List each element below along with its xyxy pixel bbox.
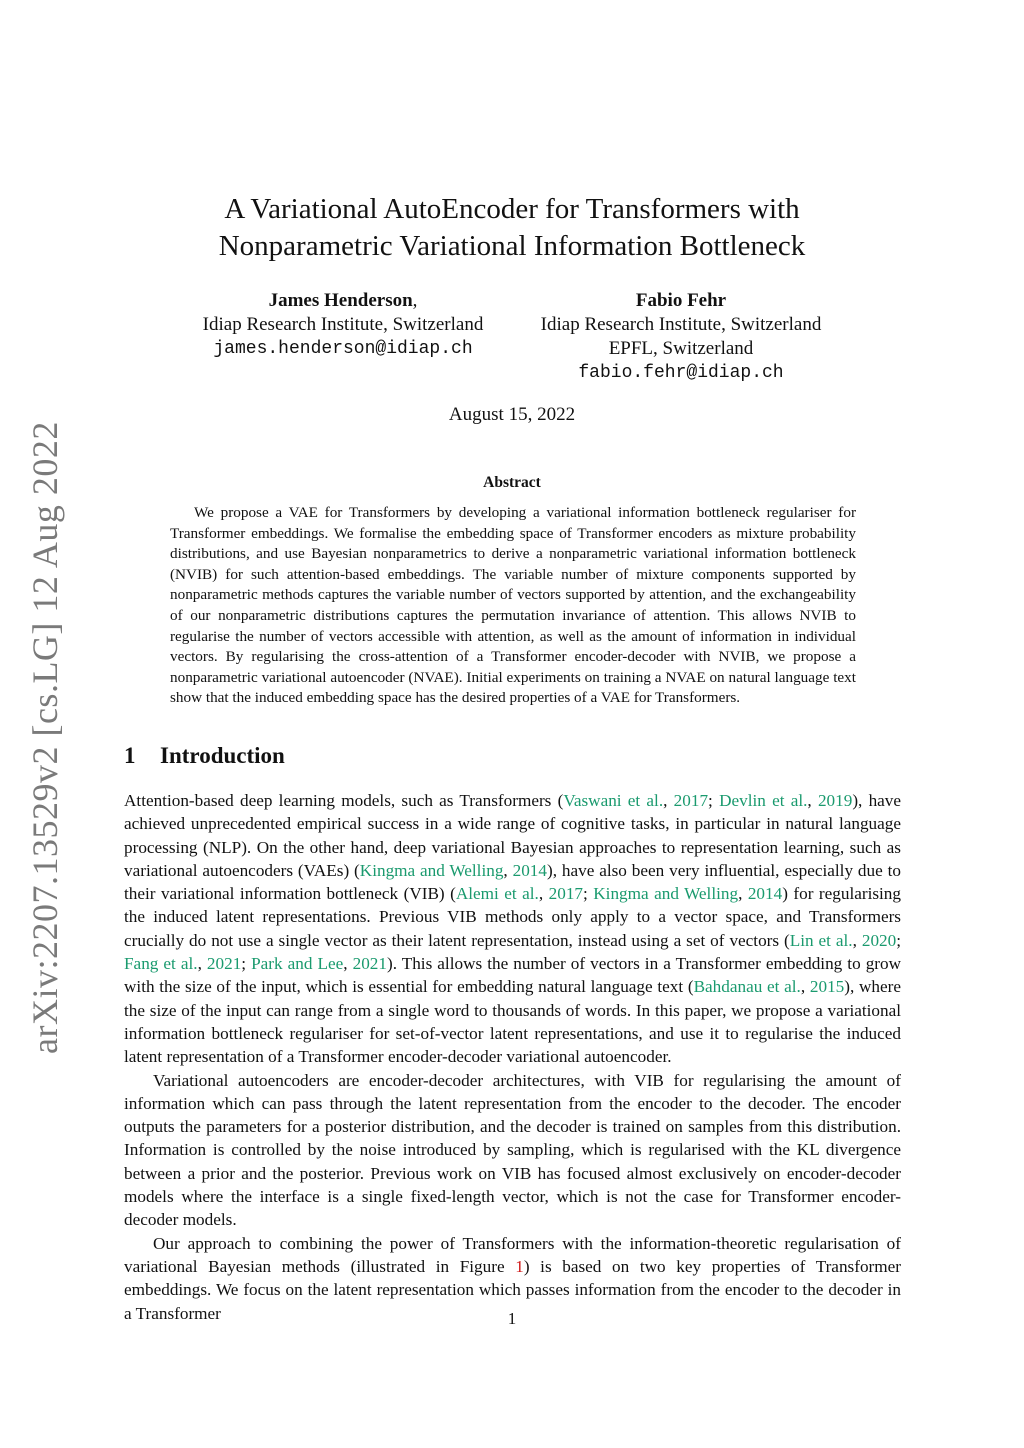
author-affiliation: Idiap Research Institute, Switzerland bbox=[202, 314, 484, 335]
section-heading bbox=[124, 741, 285, 771]
paper-title bbox=[120, 191, 904, 265]
author-email[interactable]: fabio.fehr@idiap.ch bbox=[578, 363, 784, 383]
author-suffix: , bbox=[412, 290, 418, 311]
citation-link[interactable]: 2017 bbox=[673, 791, 709, 810]
text-run: ; bbox=[241, 954, 252, 974]
citation-link[interactable]: 2017 bbox=[548, 884, 583, 904]
citation-link[interactable]: 2021 bbox=[206, 954, 242, 974]
text-run: , bbox=[538, 884, 549, 904]
arxiv-stamp: arXiv:2207.13529v2 [cs.LG] 12 Aug 2022 bbox=[25, 421, 65, 1054]
text-run: ; bbox=[708, 791, 720, 810]
citation-link[interactable]: Devlin et al. bbox=[719, 791, 808, 810]
citation-link[interactable]: 2014 bbox=[512, 860, 547, 880]
paper-date: August 15, 2022 bbox=[448, 404, 576, 425]
text-run: ). This allows the number of vectors in a Transformer embedding to grow with the size of the input, which is essential for embedding natural language text ( bbox=[124, 954, 902, 997]
abstract-text: We propose a VAE for Transformers by developing a variational information bottleneck regulariser for Transformer embeddings. We formalise the embedding space of Transformer encoders as mixture probability distributions, and use Bayesian nonparametrics to derive a nonparametric variational information bottleneck (NVIB) for such attention-based embeddings. The variable number of mixture components supported by nonparametric methods captures the variable number of vectors supported by attention, and the exchangeability of our nonparametric distributions captures the permutation invariance of attention. This allows NVIB to regularise the number of vectors accessible with attention, as well as the amount of information in individual vectors. By regularising the cross-attention of a Transformer encoder-decoder with NVIB, we propose a nonparametric variational autoencoder (NVAE). Initial experiments on training a NVAE on natural language text show that the induced embedding space has the desired properties of a VAE for Transformers. bbox=[170, 504, 856, 707]
section-number: 1 bbox=[124, 743, 136, 768]
text-run: , bbox=[663, 791, 674, 810]
text-run: , bbox=[738, 884, 748, 904]
text-run: ), have achieved unprecedented empirical success in a wide range of cognitive tasks, in particular in natural language processing (NLP). On the other hand, deep variational Bayesian approaches to representation learning, such as variational autoencoders (VAEs) ( bbox=[124, 791, 902, 880]
author-name: James Henderson bbox=[268, 290, 413, 311]
text-run: ), have also been very influential, especially due to their variational information bottleneck (VIB) ( bbox=[124, 860, 902, 904]
citation-link[interactable]: Alemi et al. bbox=[455, 884, 539, 904]
text-run: , bbox=[800, 977, 810, 997]
citation-link[interactable]: 2020 bbox=[861, 930, 897, 950]
title-line: Nonparametric Variational Information Bottleneck bbox=[218, 230, 806, 262]
author-block bbox=[180, 289, 506, 361]
title-line: A Variational AutoEncoder for Transformers with bbox=[224, 193, 800, 225]
citation-link[interactable]: Kingma and Welling bbox=[593, 884, 739, 904]
text-run: , bbox=[503, 860, 513, 880]
citation-link[interactable]: Park and Lee bbox=[251, 954, 344, 974]
text-run: , bbox=[197, 954, 207, 974]
text-run: , bbox=[343, 954, 353, 974]
citation-link[interactable]: Fang et al. bbox=[124, 954, 198, 974]
author-affiliation: Idiap Research Institute, Switzerland bbox=[540, 314, 822, 335]
body-text bbox=[124, 789, 901, 1325]
text-run: ) is based on two key properties of Transformer embeddings. We focus on the latent representation which passes information from the encoder to the decoder in a Transformer bbox=[124, 1256, 901, 1323]
citation-link[interactable]: Lin et al. bbox=[789, 930, 853, 950]
abstract-body bbox=[170, 503, 856, 709]
text-run: , bbox=[852, 930, 862, 950]
section-title: Introduction bbox=[160, 743, 285, 768]
paragraph: Variational autoencoders are encoder-decoder architectures, with VIB for regularising the amount of information which can pass through the latent representation from the encoder to the decoder. The encoder outputs the parameters for a posterior distribution, and the decoder is trained on samples from this distribution. Information is controlled by the noise introduced by sampling, which is regularised with the KL divergence between a prior and the posterior. Previous work on VIB has focused almost exclusively on encoder-decoder models where the interface is a single fixed-length vector, which is not the case for Transformer encoder-decoder models. bbox=[124, 1070, 901, 1230]
text-run: ) for regularising the induced latent representations. Previous VIB methods only apply to a vector space, and Transformers crucially do not use a single vector as their latent representation, instead using a set of vectors ( bbox=[124, 884, 901, 950]
author-affiliation-secondary: EPFL, Switzerland bbox=[608, 338, 754, 359]
text-run: , bbox=[807, 791, 818, 810]
text-run: ), where the size of the input can range from a single word to thousands of words. In this paper, we propose a variational information bottleneck regulariser for set-of-vector latent representations, and use it to regularise the induced latent representation of a Transformer encoder-decoder variational autoencoder. bbox=[124, 977, 901, 1067]
text-run: Attention-based deep learning models, such as Transformers ( bbox=[124, 791, 564, 810]
citation-link[interactable]: Kingma and Welling bbox=[359, 860, 504, 880]
citation-link[interactable]: Bahdanau et al. bbox=[693, 977, 801, 997]
text-run: Our approach to combining the power of Transformers with the information-theoretic regularisation of variational Bayesian methods (illustrated in Figure bbox=[124, 1233, 901, 1276]
citation-link[interactable]: 2021 bbox=[352, 954, 387, 974]
abstract-heading: Abstract bbox=[483, 474, 541, 491]
citation-link[interactable]: 2014 bbox=[747, 884, 783, 904]
text-run: ; bbox=[583, 884, 594, 904]
author-block bbox=[520, 289, 842, 385]
text-run: ; bbox=[896, 930, 902, 950]
page-number: 1 bbox=[507, 1309, 517, 1328]
figure-ref-link[interactable]: 1 bbox=[515, 1256, 524, 1276]
citation-link[interactable]: Vaswani et al. bbox=[563, 791, 664, 810]
citation-link[interactable]: 2019 bbox=[817, 791, 853, 810]
author-email[interactable]: james.henderson@idiap.ch bbox=[213, 339, 473, 359]
citation-link[interactable]: 2015 bbox=[809, 977, 845, 997]
author-name: Fabio Fehr bbox=[635, 290, 727, 311]
paragraph bbox=[124, 789, 901, 1069]
